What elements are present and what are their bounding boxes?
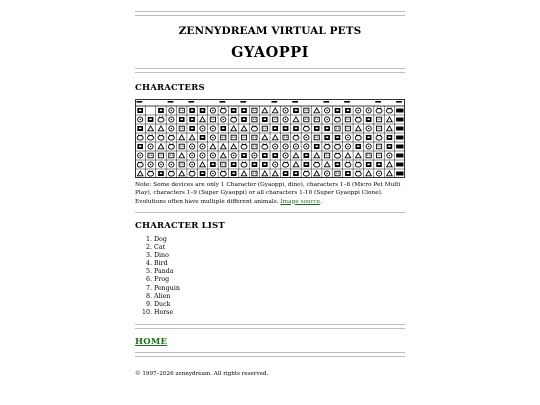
site-title: ZENNYDREAM VIRTUAL PETS [178, 25, 362, 37]
image-source-link[interactable]: Image source [280, 198, 321, 205]
divider [135, 352, 405, 353]
divider [135, 212, 405, 213]
divider [135, 15, 405, 16]
divider [135, 356, 405, 357]
character-list-item: 9. Duck [154, 301, 180, 309]
home-link[interactable]: HOME [135, 337, 168, 347]
character-chart-graphic [135, 99, 405, 178]
divider [135, 68, 405, 69]
characters-heading: CHARACTERS [135, 83, 205, 93]
divider [135, 72, 405, 73]
character-list-item: 7. Penguin [154, 285, 180, 293]
note-text: Note: Some devices are only 1 Character (Gyaoppi, dino), characters 1–8 (Micro Pet Multi Play), characters 1–9 (Super Gyaoppi) or all characters 1-10 (Super Gyaoppi Clone). Evolutions often have multiple different animals. [135, 182, 401, 205]
character-list-item: 10. Horse [154, 309, 180, 317]
character-list-item: 6. Frog [154, 276, 180, 284]
divider [135, 328, 405, 329]
character-list-heading: CHARACTER LIST [135, 221, 225, 231]
character-list-item: 5. Panda [154, 268, 180, 276]
divider [135, 324, 405, 325]
character-list-item: 4. Bird [154, 260, 180, 268]
characters-note: Note: Some devices are only 1 Character (Gyaoppi, dino), characters 1–8 (Micro Pet Multi Play), characters 1–9 (Super Gyaoppi) or all characters 1-10 (Super Gyaoppi Clone). Evolutions often have multiple different animals. Image source. [135, 182, 401, 205]
character-list-item: 2. Cat [154, 244, 180, 252]
character-list-item: 3. Dino [154, 252, 180, 260]
character-list [135, 236, 180, 317]
character-list-item: 1. Dog [154, 236, 180, 244]
page-title: GYAOPPI [231, 44, 309, 61]
character-chart-image [135, 99, 405, 178]
divider [135, 11, 405, 12]
character-list-item: 8. Alien [154, 293, 180, 301]
footer-copyright: © 1997–2026 zennydream. All rights reserved. [135, 371, 269, 377]
